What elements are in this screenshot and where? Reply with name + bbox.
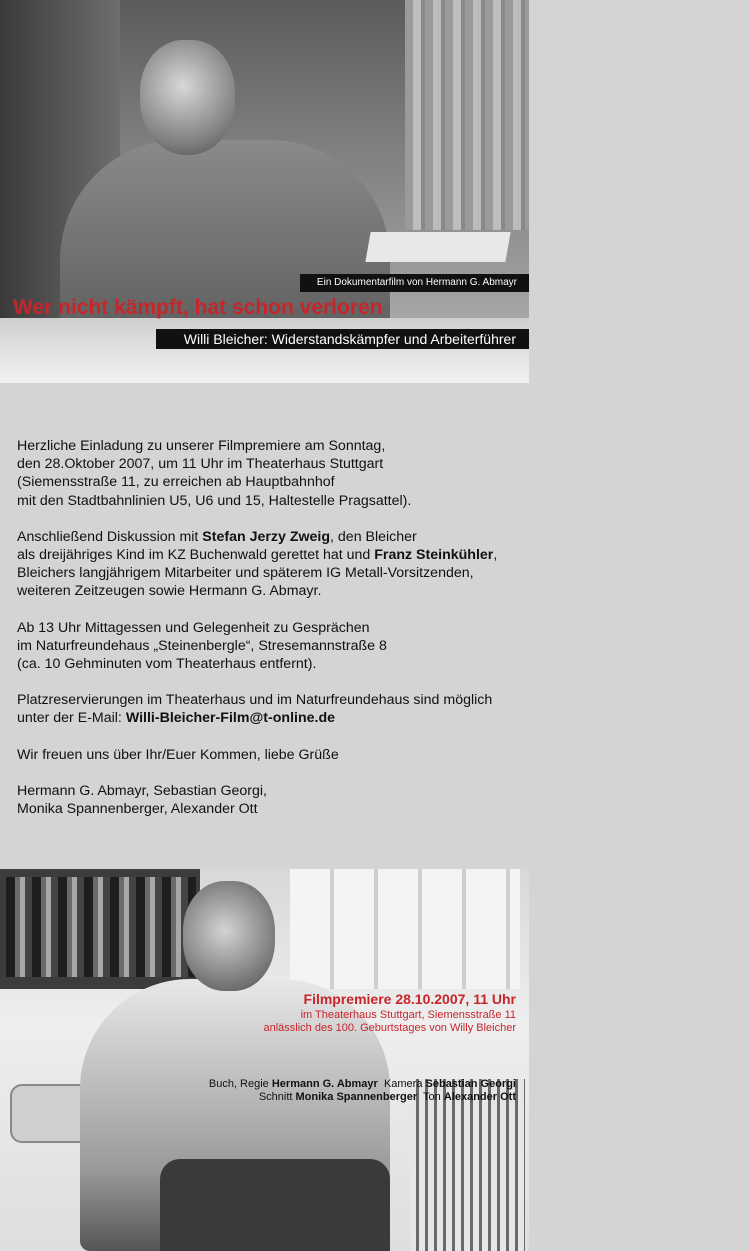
- film-credit: Ein Dokumentarfilm von Hermann G. Abmayr: [300, 274, 529, 292]
- crew-credits-line-2: Schnitt Monika Spannenberger Ton Alexander Ott: [258, 1091, 516, 1103]
- invitation-letter: [17, 437, 537, 836]
- film-subtitle: Willi Bleicher: Widerstandskämpfer und Arbeiterführer: [156, 329, 529, 349]
- premiere-title: Filmpremiere 28.10.2007, 11 Uhr: [303, 991, 516, 1007]
- guest-name: Stefan Jerzy Zweig: [202, 528, 331, 545]
- guest-name: Franz Steinkühler: [374, 547, 494, 564]
- film-title: Wer nicht kämpft, hat schon verloren: [13, 296, 383, 319]
- header-photo-willi-bleicher: [0, 0, 529, 383]
- signature-paragraph: Hermann G. Abmayr, Sebastian Georgi, Monika Spannenberger, Alexander Ott: [17, 782, 267, 818]
- greeting-paragraph: Wir freuen uns über Ihr/Euer Kommen, liebe Grüße: [17, 746, 339, 763]
- reservation-paragraph: Platzreservierungen im Theaterhaus und im Naturfreundehaus sind möglich unter der E-Mail: Willi-Bleicher-Film@t-online.de: [17, 692, 493, 727]
- premiere-place: im Theaterhaus Stuttgart, Siemensstraße 11: [300, 1009, 516, 1021]
- invitation-paragraph: Herzliche Einladung zu unserer Filmpremiere am Sonntag, den 28.Oktober 2007, um 11 Uhr im Theaterhaus Stuttgart (Siemensstraße 11, zu erreichen ab Hauptbahnhof mit den Stadtbahnlinien U5, U6 und 15, Haltestelle Pragsattel).: [17, 438, 412, 509]
- lunch-paragraph: Ab 13 Uhr Mittagessen und Gelegenheit zu Gesprächen im Naturfreundehaus „Steinenbergle“, Stresemannstraße 8 (ca. 10 Gehminuten vom Theaterhaus entfernt).: [17, 619, 387, 673]
- footer-photo-willi-bleicher: [0, 869, 529, 1251]
- discussion-paragraph: Anschließend Diskussion mit Stefan Jerzy Zweig, den Bleicher als dreijähriges Kind im KZ Buchenwald gerettet hat und Franz Steinkühler, Bleichers langjährigem Mitarbeiter und späterem IG Metall-Vorsitzenden, weiteren Zeitzeugen sowie Hermann G. Abmayr.: [17, 528, 498, 600]
- crew-credits-line-1: Buch, Regie Hermann G. Abmayr Kamera Sebastian Georgi: [208, 1078, 516, 1090]
- reservation-email-link[interactable]: Willi-Bleicher-Film@t-online.de: [125, 710, 336, 727]
- premiere-occasion: anlässlich des 100. Geburtstages von Willy Bleicher: [263, 1022, 516, 1034]
